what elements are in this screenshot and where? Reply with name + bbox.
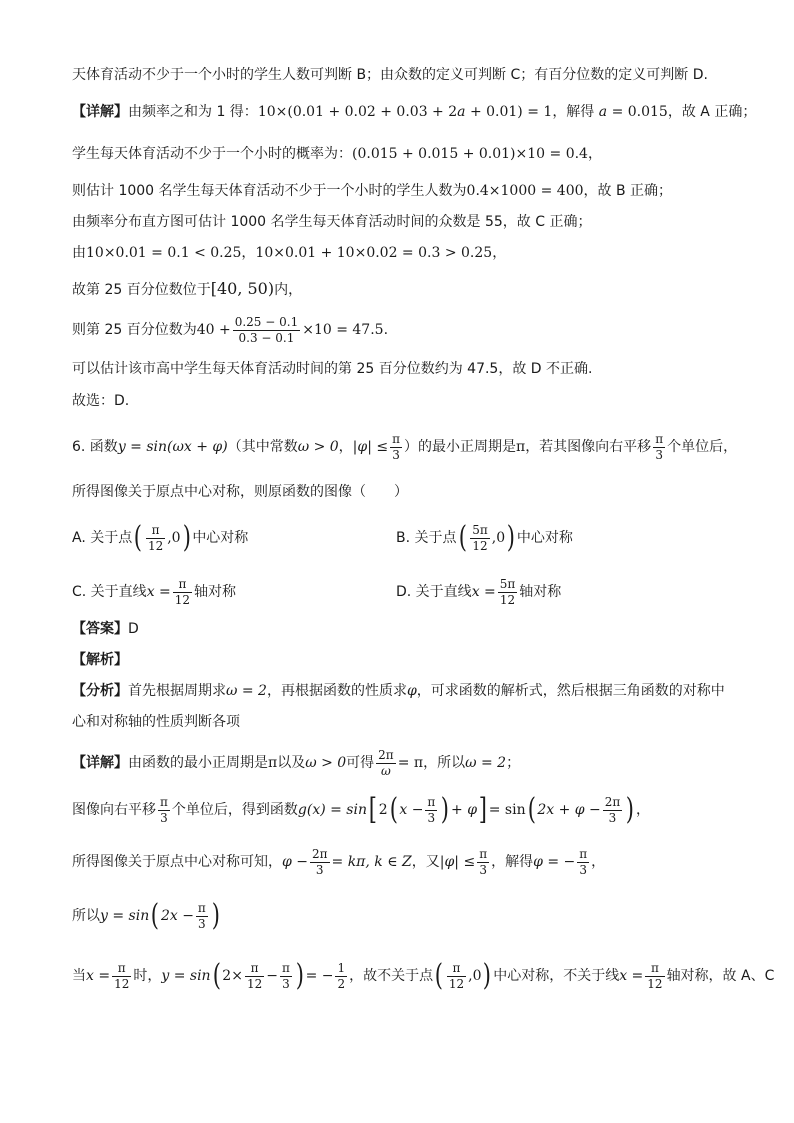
- denominator: 3: [479, 862, 487, 877]
- text: 则第 25 百分位数为: [72, 322, 197, 338]
- numerator: π: [479, 846, 488, 861]
- numerator: π: [245, 961, 264, 977]
- equation: 10×(0.01 + 0.02 + 0.03 + 2: [257, 104, 458, 120]
- denominator: 12: [174, 592, 191, 607]
- numerator: π: [281, 960, 290, 975]
- denominator: 3: [282, 976, 290, 991]
- text: 时，: [133, 968, 162, 984]
- text: ，所以: [423, 755, 466, 771]
- denominator: 3: [160, 810, 168, 825]
- text: 中心对称，不关于线: [493, 968, 620, 984]
- numerator: π: [112, 961, 131, 977]
- option-label: A. 关于点: [72, 530, 133, 546]
- equation: 10×0.01 + 10×0.02 = 0.3 > 0.25: [255, 245, 493, 261]
- fraction: [245, 961, 264, 992]
- bracket-right: ]: [478, 792, 487, 827]
- text: ，: [338, 439, 353, 455]
- text: 由: [72, 245, 86, 261]
- text: 以及: [277, 755, 306, 771]
- text: 所以: [72, 908, 100, 924]
- text: 个单位后，得到函数: [171, 802, 298, 818]
- fraction: [425, 795, 437, 826]
- var-a: a: [598, 104, 608, 120]
- text: ，再根据函数的性质求: [266, 683, 407, 699]
- fraction: [645, 961, 664, 992]
- detail-line-period: [72, 745, 754, 781]
- denominator: 2: [337, 976, 346, 991]
- denominator: 3: [315, 862, 324, 877]
- text-line-4: [72, 180, 754, 202]
- paren-left: (: [458, 520, 467, 555]
- text: ，: [492, 245, 507, 261]
- text: 轴对称: [519, 584, 562, 600]
- equation: ,0: [491, 530, 506, 546]
- denominator: 3: [198, 916, 206, 931]
- equation: ,0: [468, 968, 482, 984]
- answer-line: [72, 618, 754, 640]
- denominator: 12: [147, 538, 164, 553]
- equation: 2x + φ −: [537, 802, 601, 818]
- paren-left: (: [527, 792, 536, 827]
- paren-right: ): [441, 792, 450, 827]
- equation: g(x) = sin: [297, 802, 367, 818]
- paren-left: (: [150, 898, 160, 933]
- numerator: π: [160, 794, 168, 809]
- bracket-left: [: [368, 792, 377, 827]
- text: 图像向右平移: [72, 802, 156, 818]
- question-number: 6. 函数: [72, 439, 118, 455]
- equation: x =: [86, 968, 111, 984]
- paren-left: (: [212, 958, 221, 993]
- equation: = 0.015: [607, 104, 668, 120]
- text: 可得: [346, 755, 375, 771]
- equation: ω > 0: [305, 755, 347, 771]
- fraction: [146, 523, 165, 554]
- text: ，故 A 正确；: [667, 104, 757, 120]
- equation: φ = −: [533, 854, 576, 870]
- option-c[interactable]: [72, 574, 236, 610]
- text: 首先根据周期求: [128, 683, 226, 699]
- text: 个单位后，: [667, 439, 738, 455]
- equation: 0.4×1000 = 400: [466, 183, 584, 199]
- equation: x =: [471, 584, 496, 600]
- text: ，: [587, 146, 602, 162]
- text-line-7: [72, 278, 754, 301]
- fraction: [158, 795, 170, 826]
- section-tag-detail: 【详解】: [72, 104, 128, 120]
- option-label: B. 关于点: [396, 530, 457, 546]
- denominator: 3: [427, 810, 436, 825]
- text: 内，: [274, 282, 303, 298]
- equation: φ −: [282, 854, 308, 870]
- numerator: 2π: [378, 747, 394, 762]
- text: ，解得: [552, 104, 599, 120]
- paren-right: ): [483, 958, 492, 993]
- denominator: 3: [579, 862, 588, 877]
- equation: |φ| ≤: [439, 854, 476, 870]
- text: ）的最小正周期是: [403, 439, 516, 455]
- var-a: a: [457, 104, 466, 120]
- text: ，: [635, 802, 650, 818]
- text: ，若其图像向右平移: [525, 439, 652, 455]
- text: ，可求函数的解析式，然后根据三角函数的对称中: [416, 683, 725, 699]
- text: 所得图像关于原点中心对称可知，: [72, 854, 282, 870]
- text-line-5: 由频率分布直方图可估计 1000 名学生每天体育活动时间的众数是 55，故 C 正确；: [72, 214, 592, 230]
- text-line-8: [72, 313, 754, 347]
- denominator: ω: [381, 763, 391, 778]
- numerator: π: [173, 577, 192, 593]
- equation: 10×0.01 = 0.1 < 0.25: [86, 245, 242, 261]
- paren-left: (: [434, 958, 444, 993]
- numerator: π: [427, 794, 436, 809]
- paren-right: ): [295, 958, 304, 993]
- equation: 2: [378, 802, 388, 818]
- text: ，故 B 正确；: [583, 183, 673, 199]
- text: 故第 25 百分位数位于: [72, 282, 211, 298]
- text-line-2: [72, 101, 757, 123]
- fraction: [577, 847, 589, 878]
- fraction: [603, 795, 623, 826]
- denominator: 12: [114, 976, 130, 991]
- equation: = π: [397, 755, 424, 771]
- denominator: 3: [392, 447, 400, 462]
- denominator: 12: [647, 976, 663, 991]
- fraction: [196, 901, 208, 932]
- equation: x −: [399, 802, 424, 818]
- equation: 2x −: [160, 908, 194, 924]
- text: ，故不关于点: [349, 968, 434, 984]
- text: 学生每天体育活动不少于一个小时的概率为：: [72, 146, 352, 162]
- text: ，: [591, 854, 606, 870]
- denominator: 3: [655, 447, 663, 462]
- text: ，解得: [491, 854, 534, 870]
- text: 由函数的最小正周期是: [128, 755, 268, 771]
- equation: φ: [406, 683, 417, 699]
- equation: |φ| ≤: [352, 439, 389, 455]
- equation: = kπ, k ∈ Z: [331, 854, 412, 870]
- text: 中心对称: [192, 530, 249, 546]
- analysis-line-2: 心和对称轴的性质判断各项: [72, 714, 240, 730]
- paren-right: ): [506, 520, 516, 555]
- numerator: 2π: [311, 846, 328, 861]
- numerator: π: [197, 900, 206, 915]
- fraction: [653, 432, 665, 463]
- equation: 2×: [222, 968, 243, 984]
- equation: = −: [305, 968, 334, 984]
- text-line-3: [72, 143, 754, 165]
- section-tag-detail: 【详解】: [72, 755, 128, 771]
- equation: + φ: [451, 802, 478, 818]
- denominator: 12: [246, 976, 263, 991]
- numerator: π: [645, 961, 664, 977]
- equation: ω = 2: [226, 683, 267, 699]
- fraction: [477, 847, 489, 878]
- denominator: 12: [472, 538, 488, 553]
- equation: −: [266, 968, 278, 984]
- text: ，又: [411, 854, 440, 870]
- text-line-1: 天体育活动不少于一个小时的学生人数可判断 B；由众数的定义可判断 C；有百分位数的定义可判断 D.: [72, 67, 708, 83]
- numerator: 0.25 − 0.1: [234, 314, 299, 329]
- equation: ω = 2: [465, 755, 507, 771]
- option-d[interactable]: [396, 574, 561, 610]
- pi: π: [515, 439, 526, 455]
- equation: 40 +: [196, 322, 231, 338]
- numerator: π: [655, 431, 664, 446]
- equation: ,0: [167, 530, 181, 546]
- fraction: [498, 577, 518, 608]
- text: 中心对称: [516, 530, 573, 546]
- text: ；: [506, 755, 521, 771]
- text: .: [383, 322, 389, 338]
- denominator: 0.3 − 0.1: [238, 330, 295, 345]
- equation: y = sin: [161, 968, 211, 984]
- paren-right: ): [626, 792, 635, 827]
- numerator: π: [579, 846, 588, 861]
- fraction: [173, 577, 192, 608]
- detail-line-symmetry: [72, 844, 754, 880]
- text-line-6: [72, 242, 754, 264]
- answer-value: D: [128, 621, 139, 637]
- pi: π: [268, 755, 278, 771]
- fraction: [280, 961, 292, 992]
- text: 轴对称: [194, 584, 237, 600]
- text-line-9: 可以估计该市高中学生每天体育活动时间的第 25 百分位数约为 47.5，故 D 不正确.: [72, 361, 593, 377]
- equation: x =: [146, 584, 171, 600]
- section-tag-fenxi: 【分析】: [72, 683, 128, 699]
- option-a[interactable]: [72, 520, 248, 556]
- numerator: 1: [337, 960, 346, 975]
- interval: [40, 50): [210, 279, 275, 298]
- fraction: [112, 961, 131, 992]
- text: 则估计 1000 名学生每天体育活动不少于一个小时的学生人数为: [72, 183, 467, 199]
- equation: ×10 = 47.5: [302, 322, 384, 338]
- fraction: [376, 748, 396, 779]
- analysis-line-1: [72, 680, 754, 702]
- section-tag-answer: 【答案】: [72, 621, 128, 637]
- detail-line-result: [72, 896, 754, 936]
- equation: + 0.01) = 1: [465, 104, 553, 120]
- fraction: [390, 432, 402, 463]
- text-line-10: 故选：D.: [72, 393, 130, 409]
- detail-line-shift: [72, 790, 754, 830]
- paren-right: ): [211, 898, 220, 933]
- equation: y = sin(ωx + φ): [117, 439, 228, 455]
- fraction: [310, 847, 330, 878]
- numerator: π: [447, 961, 466, 977]
- question-6-line-2: 所得图像关于原点中心对称，则原函数的图像（ ）: [72, 484, 408, 500]
- paren-left: (: [389, 792, 398, 827]
- option-label: C. 关于直线: [72, 584, 147, 600]
- paren-right: ): [182, 520, 191, 555]
- denominator: 12: [448, 976, 465, 991]
- text: 由频率之和为 1 得：: [128, 104, 258, 120]
- equation: y = sin: [100, 908, 150, 924]
- numerator: 5π: [499, 576, 516, 591]
- denominator: 3: [608, 810, 617, 825]
- text: 轴对称，故 A、C: [666, 968, 775, 984]
- option-label: D. 关于直线: [396, 584, 472, 600]
- equation: x =: [619, 968, 644, 984]
- numerator: 5π: [472, 522, 488, 537]
- equation: ω > 0: [297, 439, 339, 455]
- section-tag-analysis: 【解析】: [72, 652, 128, 668]
- fraction: [447, 961, 466, 992]
- text: ，: [241, 245, 256, 261]
- equation: (0.015 + 0.015 + 0.01)×10 = 0.4: [352, 146, 588, 162]
- denominator: 12: [499, 592, 516, 607]
- text: （其中常数: [227, 439, 298, 455]
- detail-line-check: [72, 956, 775, 996]
- numerator: π: [392, 431, 400, 446]
- text: 当: [72, 968, 86, 984]
- paren-left: (: [133, 520, 143, 555]
- fraction: [470, 523, 490, 554]
- question-6: [72, 430, 754, 464]
- numerator: π: [146, 523, 165, 539]
- option-b[interactable]: [396, 520, 573, 556]
- numerator: 2π: [604, 794, 621, 809]
- fraction: [335, 961, 347, 992]
- fraction: [233, 315, 301, 346]
- equation: = sin: [488, 802, 526, 818]
